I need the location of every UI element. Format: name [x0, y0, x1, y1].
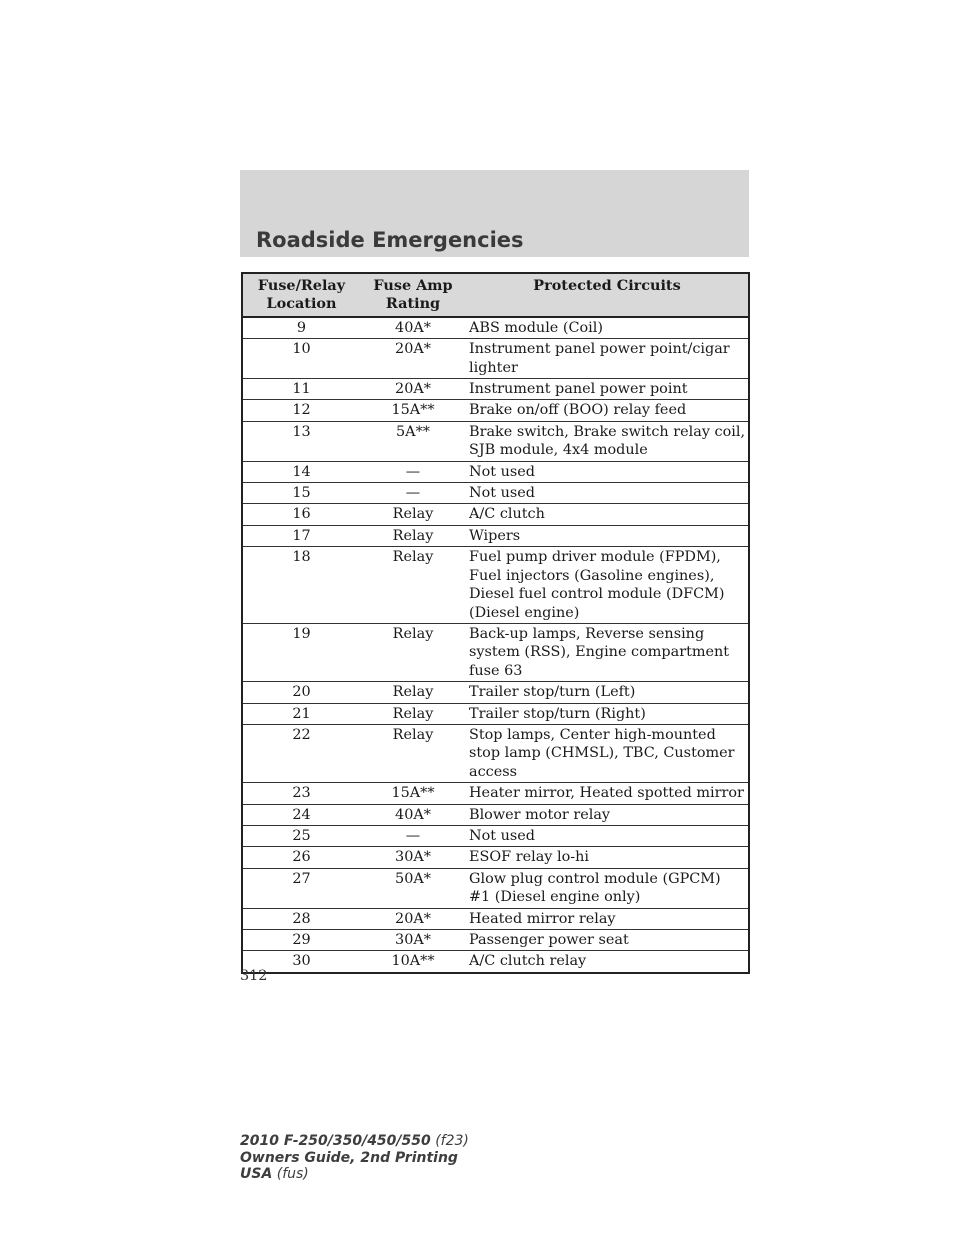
cell-circuits: ESOF relay lo-hi [466, 847, 749, 868]
table-row [242, 525, 749, 546]
column-header-rating: Fuse Amp Rating [360, 273, 466, 317]
section-title: Roadside Emergencies [256, 228, 524, 252]
cell-location: 12 [242, 400, 360, 421]
cell-location: 16 [242, 504, 360, 525]
fuse-table [241, 272, 750, 974]
section-header [240, 170, 749, 257]
cell-circuits: Wipers [466, 525, 749, 546]
cell-location: 19 [242, 623, 360, 681]
footer-model: 2010 F-250/350/450/550 [240, 1133, 431, 1149]
cell-location: 11 [242, 379, 360, 400]
cell-rating: Relay [360, 525, 466, 546]
footer-region-code: (fus) [272, 1166, 309, 1182]
cell-circuits: Not used [466, 483, 749, 504]
cell-location: 13 [242, 421, 360, 461]
cell-rating: 50A* [360, 868, 466, 908]
footer-region: USA [240, 1166, 273, 1182]
cell-circuits: Passenger power seat [466, 930, 749, 951]
table-row [242, 461, 749, 482]
cell-rating: 20A* [360, 379, 466, 400]
footer-model-code: (f23) [430, 1133, 469, 1149]
cell-rating: — [360, 825, 466, 846]
cell-location: 10 [242, 339, 360, 379]
cell-location: 18 [242, 547, 360, 624]
table-row [242, 317, 749, 339]
table-row [242, 703, 749, 724]
cell-rating: 30A* [360, 847, 466, 868]
cell-location: 25 [242, 825, 360, 846]
cell-rating: Relay [360, 682, 466, 703]
table-row [242, 483, 749, 504]
table-row [242, 547, 749, 624]
table-row [242, 804, 749, 825]
cell-circuits: Not used [466, 461, 749, 482]
cell-location: 28 [242, 908, 360, 929]
cell-rating: Relay [360, 547, 466, 624]
cell-rating: Relay [360, 504, 466, 525]
cell-location: 9 [242, 317, 360, 339]
table-header-row [242, 273, 749, 317]
cell-circuits: Glow plug control module (GPCM) #1 (Diesel engine only) [466, 868, 749, 908]
table-body [242, 317, 749, 973]
cell-circuits: Blower motor relay [466, 804, 749, 825]
cell-circuits: Not used [466, 825, 749, 846]
footer-printing: Owners Guide, 2nd Printing [240, 1149, 458, 1166]
cell-location: 17 [242, 525, 360, 546]
cell-location: 14 [242, 461, 360, 482]
cell-location: 23 [242, 783, 360, 804]
table-row [242, 682, 749, 703]
column-header-circuits: Protected Circuits [466, 273, 749, 317]
footer-line-model [240, 1133, 469, 1150]
cell-rating: Relay [360, 623, 466, 681]
cell-rating: 20A* [360, 908, 466, 929]
cell-rating: Relay [360, 703, 466, 724]
cell-rating: Relay [360, 724, 466, 782]
table-row [242, 951, 749, 973]
cell-rating: — [360, 483, 466, 504]
cell-location: 24 [242, 804, 360, 825]
cell-circuits: Trailer stop/turn (Right) [466, 703, 749, 724]
table-row [242, 623, 749, 681]
table-row [242, 930, 749, 951]
cell-circuits: Brake switch, Brake switch relay coil, SJB module, 4x4 module [466, 421, 749, 461]
cell-circuits: Instrument panel power point/cigar lighter [466, 339, 749, 379]
cell-rating: 15A** [360, 400, 466, 421]
cell-circuits: Trailer stop/turn (Left) [466, 682, 749, 703]
table-row [242, 400, 749, 421]
footer-line-region [240, 1166, 469, 1183]
column-header-location: Fuse/Relay Location [242, 273, 360, 317]
cell-location: 27 [242, 868, 360, 908]
cell-circuits: A/C clutch relay [466, 951, 749, 973]
table-row [242, 825, 749, 846]
table-row [242, 908, 749, 929]
cell-location: 20 [242, 682, 360, 703]
table-row [242, 724, 749, 782]
cell-rating: 5A** [360, 421, 466, 461]
cell-location: 26 [242, 847, 360, 868]
cell-circuits: Instrument panel power point [466, 379, 749, 400]
cell-circuits: ABS module (Coil) [466, 317, 749, 339]
document-footer [240, 1133, 469, 1183]
page-number: 312 [240, 968, 268, 984]
table-row [242, 847, 749, 868]
cell-circuits: Back-up lamps, Reverse sensing system (RSS), Engine compartment fuse 63 [466, 623, 749, 681]
table-row [242, 379, 749, 400]
table-row [242, 868, 749, 908]
cell-circuits: Stop lamps, Center high-mounted stop lamp (CHMSL), TBC, Customer access [466, 724, 749, 782]
cell-rating: 20A* [360, 339, 466, 379]
cell-circuits: Brake on/off (BOO) relay feed [466, 400, 749, 421]
table-row [242, 339, 749, 379]
cell-circuits: Heated mirror relay [466, 908, 749, 929]
cell-rating: 40A* [360, 804, 466, 825]
table-row [242, 504, 749, 525]
cell-rating: 40A* [360, 317, 466, 339]
cell-location: 30 [242, 951, 360, 973]
cell-rating: 10A** [360, 951, 466, 973]
table-row [242, 421, 749, 461]
cell-location: 15 [242, 483, 360, 504]
cell-location: 29 [242, 930, 360, 951]
cell-rating: 15A** [360, 783, 466, 804]
cell-rating: — [360, 461, 466, 482]
table-row [242, 783, 749, 804]
cell-circuits: Fuel pump driver module (FPDM), Fuel injectors (Gasoline engines), Diesel fuel control module (DFCM) (Diesel engine) [466, 547, 749, 624]
cell-circuits: A/C clutch [466, 504, 749, 525]
cell-circuits: Heater mirror, Heated spotted mirror [466, 783, 749, 804]
cell-rating: 30A* [360, 930, 466, 951]
cell-location: 22 [242, 724, 360, 782]
cell-location: 21 [242, 703, 360, 724]
